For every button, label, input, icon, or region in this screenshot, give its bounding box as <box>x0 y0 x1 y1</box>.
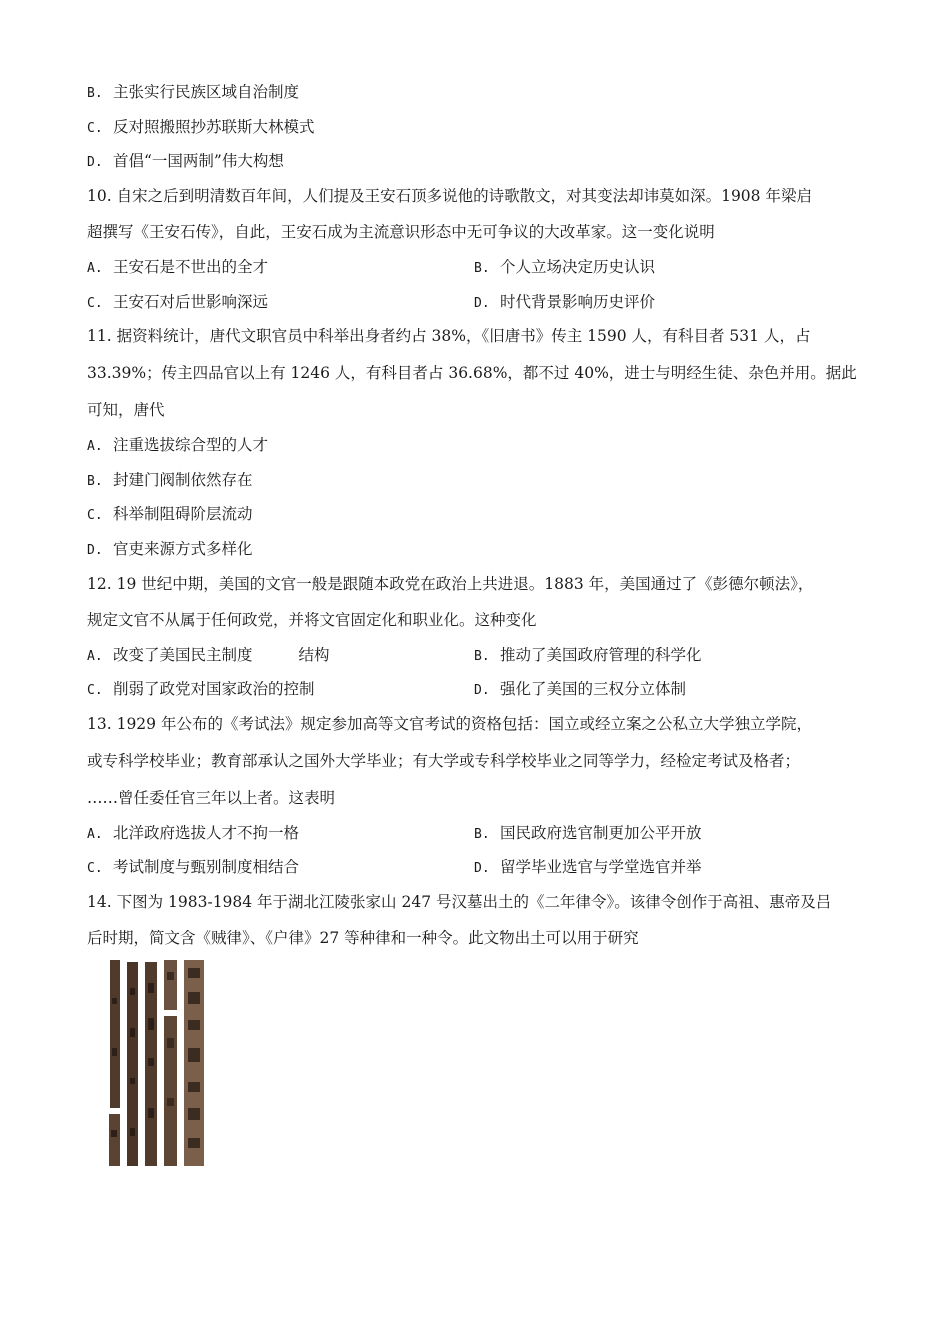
q13-stem-line-3: ……曾任委任官三年以上者。这表明 <box>87 789 336 807</box>
q13-option-c: C. 考试制度与甄别制度相结合 <box>87 858 300 876</box>
q13-stem-line-2: 或专科学校毕业；教育部承认之国外大学毕业；有大学或专科学校毕业之同等学力，经检定考试及格者； <box>87 752 801 770</box>
q13-option-d: D. 留学毕业选官与学堂选官并举 <box>474 858 702 876</box>
q11-stem-line-1: 11. 据资料统计，唐代文职官员中科举出身者约占 38%，《旧唐书》传主 1590 人，有科目者 531 人，占 <box>87 327 811 345</box>
q10-option-b: B. 个人立场决定历史认识 <box>474 258 656 276</box>
bamboo-slip-4 <box>164 960 177 1166</box>
q11-option-b: B. 封建门阀制依然存在 <box>87 471 253 489</box>
q12-option-d: D. 强化了美国的三权分立体制 <box>474 680 687 698</box>
q12-option-c: C. 削弱了政党对国家政治的控制 <box>87 680 315 698</box>
q10-option-a: A. 王安石是不世出的全才 <box>87 258 269 276</box>
q14-stem-line-1: 14. 下图为 1983-1984 年于湖北江陵张家山 247 号汉墓出土的《二年律令》。该律令创作于高祖、惠帝及吕 <box>87 893 832 911</box>
q13-option-a: A. 北洋政府选拔人才不拘一格 <box>87 824 300 842</box>
q13-stem-line-1: 13. 1929 年公布的《考试法》规定参加高等文官考试的资格包括：国立或经立案之公私立大学独立学院， <box>87 715 812 733</box>
q10-stem-line-2: 超撰写《王安石传》，自此，王安石成为主流意识形态中无可争议的大改革家。这一变化说明 <box>87 223 715 241</box>
q12-stem-line-2: 规定文官不从属于任何政党，并将文官固定化和职业化。这种变化 <box>87 611 537 629</box>
q11-stem-line-3: 可知，唐代 <box>87 401 165 419</box>
q10-option-c: C. 王安石对后世影响深远 <box>87 293 269 311</box>
bamboo-slip-3 <box>145 962 157 1166</box>
q9-option-d: D. 首倡“一国两制”伟大构想 <box>87 152 284 170</box>
q9-option-c: C. 反对照搬照抄苏联斯大林模式 <box>87 118 315 136</box>
q13-option-b: B. 国民政府选官制更加公平开放 <box>474 824 702 842</box>
q12-option-b: B. 推动了美国政府管理的科学化 <box>474 646 702 664</box>
bamboo-slip-5 <box>184 960 204 1166</box>
q12-stem-line-1: 12. 19 世纪中期，美国的文官一般是跟随本政党在政治上共进退。1883 年，美国通过了《彭德尔顿法》， <box>87 575 814 593</box>
q11-option-d: D. 官吏来源方式多样化 <box>87 540 253 558</box>
q10-option-d: D. 时代背景影响历史评价 <box>474 293 656 311</box>
bamboo-slip-2 <box>127 962 138 1166</box>
q10-stem-line-1: 10. 自宋之后到明清数百年间，人们提及王安石顶多说他的诗歌散文，对其变法却讳莫如深。1908 年梁启 <box>87 187 812 205</box>
q14-stem-line-2: 后时期，简文含《贼律》、《户律》27 等种律和一种令。此文物出土可以用于研究 <box>87 929 639 947</box>
q11-option-a: A. 注重选拔综合型的人才 <box>87 436 269 454</box>
q11-option-c: C. 科举制阻碍阶层流动 <box>87 505 253 523</box>
q11-stem-line-2: 33.39%；传主四品官以上有 1246 人，有科目者占 36.68%，都不过 40%，进士与明经生徒、杂色并用。据此 <box>87 364 857 382</box>
q9-option-b: B. 主张实行民族区域自治制度 <box>87 83 300 101</box>
bamboo-slips-image <box>108 958 214 1168</box>
q12-option-a: A. 改变了美国民主制度 结构 <box>87 646 330 664</box>
bamboo-slip-1 <box>109 960 120 1166</box>
